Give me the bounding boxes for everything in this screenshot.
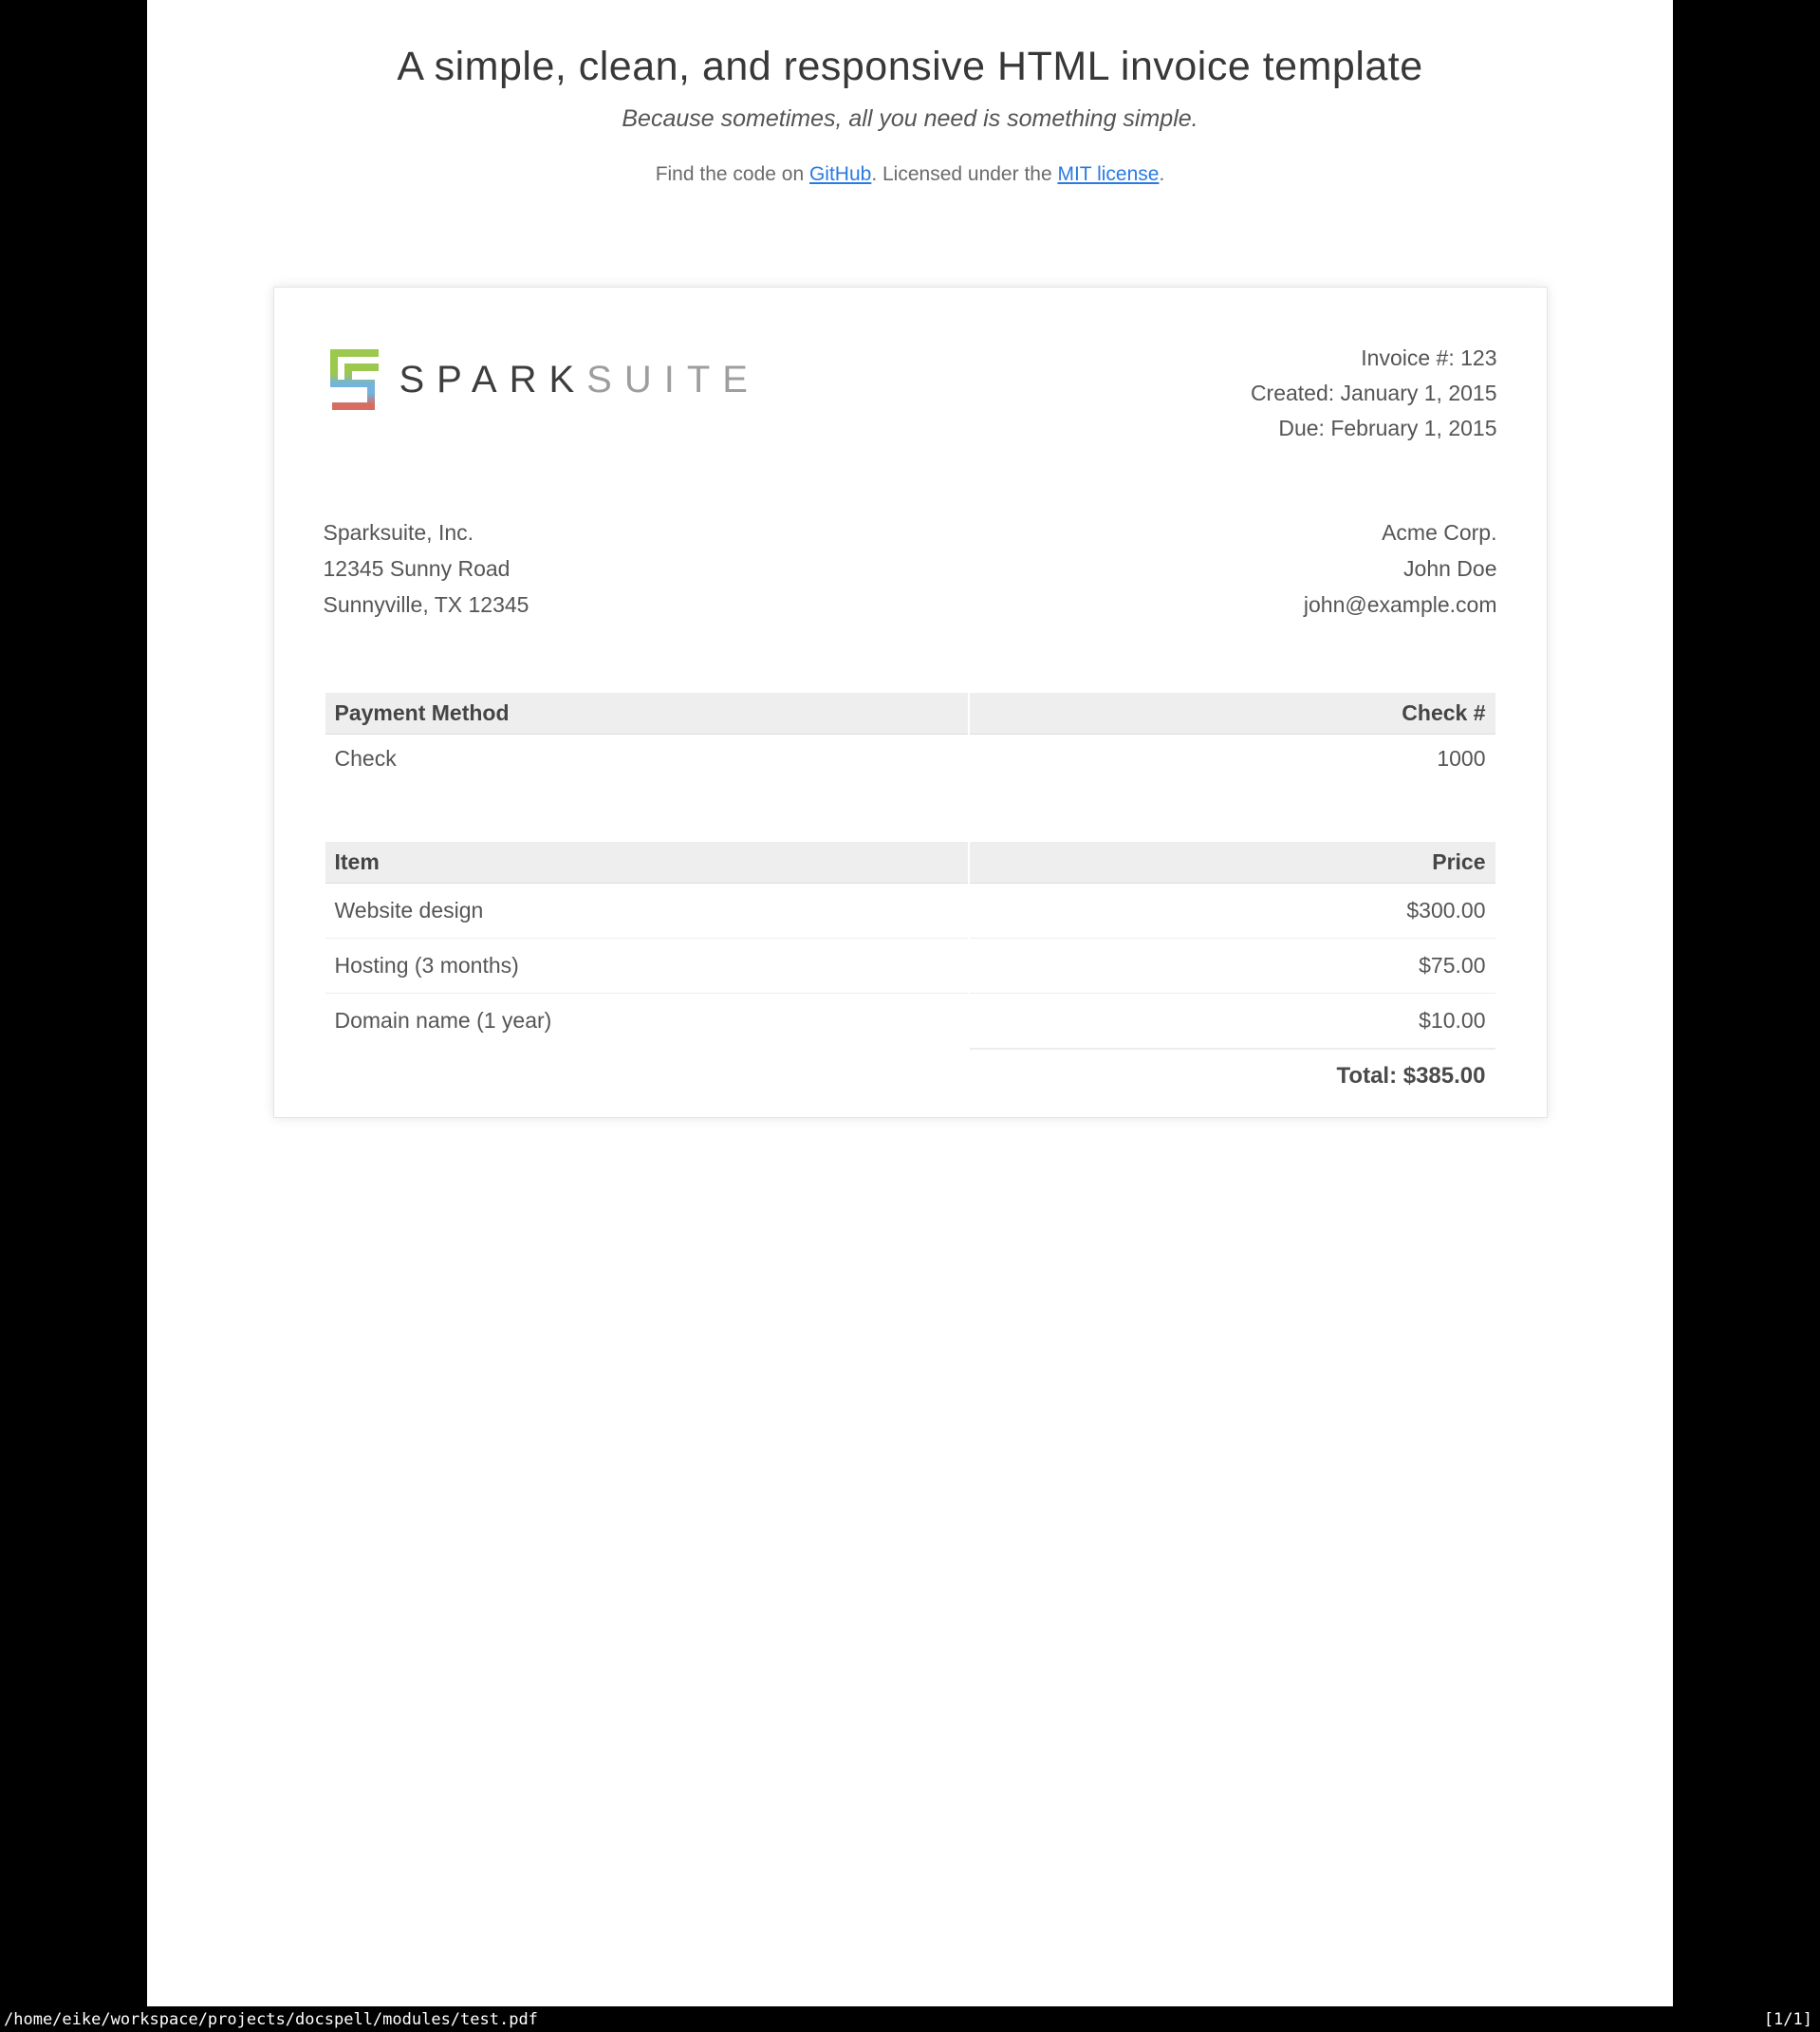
item-header: Item [325,842,968,884]
table-row [325,939,1495,994]
invoice-total: Total: $385.00 [970,1048,1495,1103]
item-name: Hosting (3 months) [325,939,968,994]
page-subtitle: Because sometimes, all you need is something simple. [622,105,1198,132]
item-price: $300.00 [970,884,1495,939]
table-row [325,884,1495,939]
buyer-name: John Doe [1403,556,1497,581]
invoice-number: Invoice #: 123 [1361,345,1497,370]
page-title: A simple, clean, and responsive HTML invoice template [397,44,1423,89]
check-number-header: Check # [970,693,1495,735]
statusbar [0,2006,1820,2032]
logo-suite-text: SUITE [586,358,760,401]
invoice-due-date: Due: February 1, 2015 [1278,416,1497,440]
github-link[interactable]: GitHub [808,163,872,185]
demo-header [147,0,1673,186]
items-table-header [325,842,1495,884]
buyer-address [1304,514,1497,623]
mit-license-link[interactable]: MIT license [1057,163,1160,185]
seller-street: 12345 Sunny Road [323,556,511,581]
items-table [324,842,1497,1103]
item-name: Website design [325,884,968,939]
buyer-email: john@example.com [1303,592,1497,617]
payment-method-table [324,693,1497,804]
invoice-meta [1251,337,1497,446]
statusbar-file-path: /home/eike/workspace/projects/docspell/modules/test.pdf [4,2009,538,2029]
logo-wordmark [399,359,760,401]
buyer-company: Acme Corp. [1382,520,1497,545]
payment-method-value: Check [334,746,397,771]
company-logo [324,337,760,415]
payment-table-header [325,693,1495,735]
seller-name: Sparksuite, Inc. [323,520,474,545]
sparksuite-logo-icon [324,345,382,415]
price-header: Price [970,842,1495,884]
seller-city: Sunnyville, TX 12345 [323,592,529,617]
invoice-card [273,287,1548,1118]
item-name: Domain name (1 year) [334,1008,552,1033]
item-price: $75.00 [970,939,1495,994]
total-row [325,1048,1495,1103]
address-row [324,514,1497,623]
item-price: $10.00 [1419,1008,1486,1033]
pdf-page [147,0,1673,2006]
payment-method-header: Payment Method [325,693,968,735]
payment-table-row [325,735,1495,804]
invoice-created-date: Created: January 1, 2015 [1250,381,1497,405]
links-line [147,163,1673,186]
logo-spark-text: SPARK [399,358,587,401]
table-row [325,994,1495,1048]
links-line-middle: . Licensed under the [871,163,1058,185]
seller-address [324,514,529,623]
invoice-top-row [324,337,1497,446]
check-number-value: 1000 [1437,746,1486,771]
statusbar-page-indicator: [1/1] [1763,2009,1812,2029]
links-line-prefix: Find the code on [655,163,809,185]
links-line-suffix: . [1159,163,1165,185]
